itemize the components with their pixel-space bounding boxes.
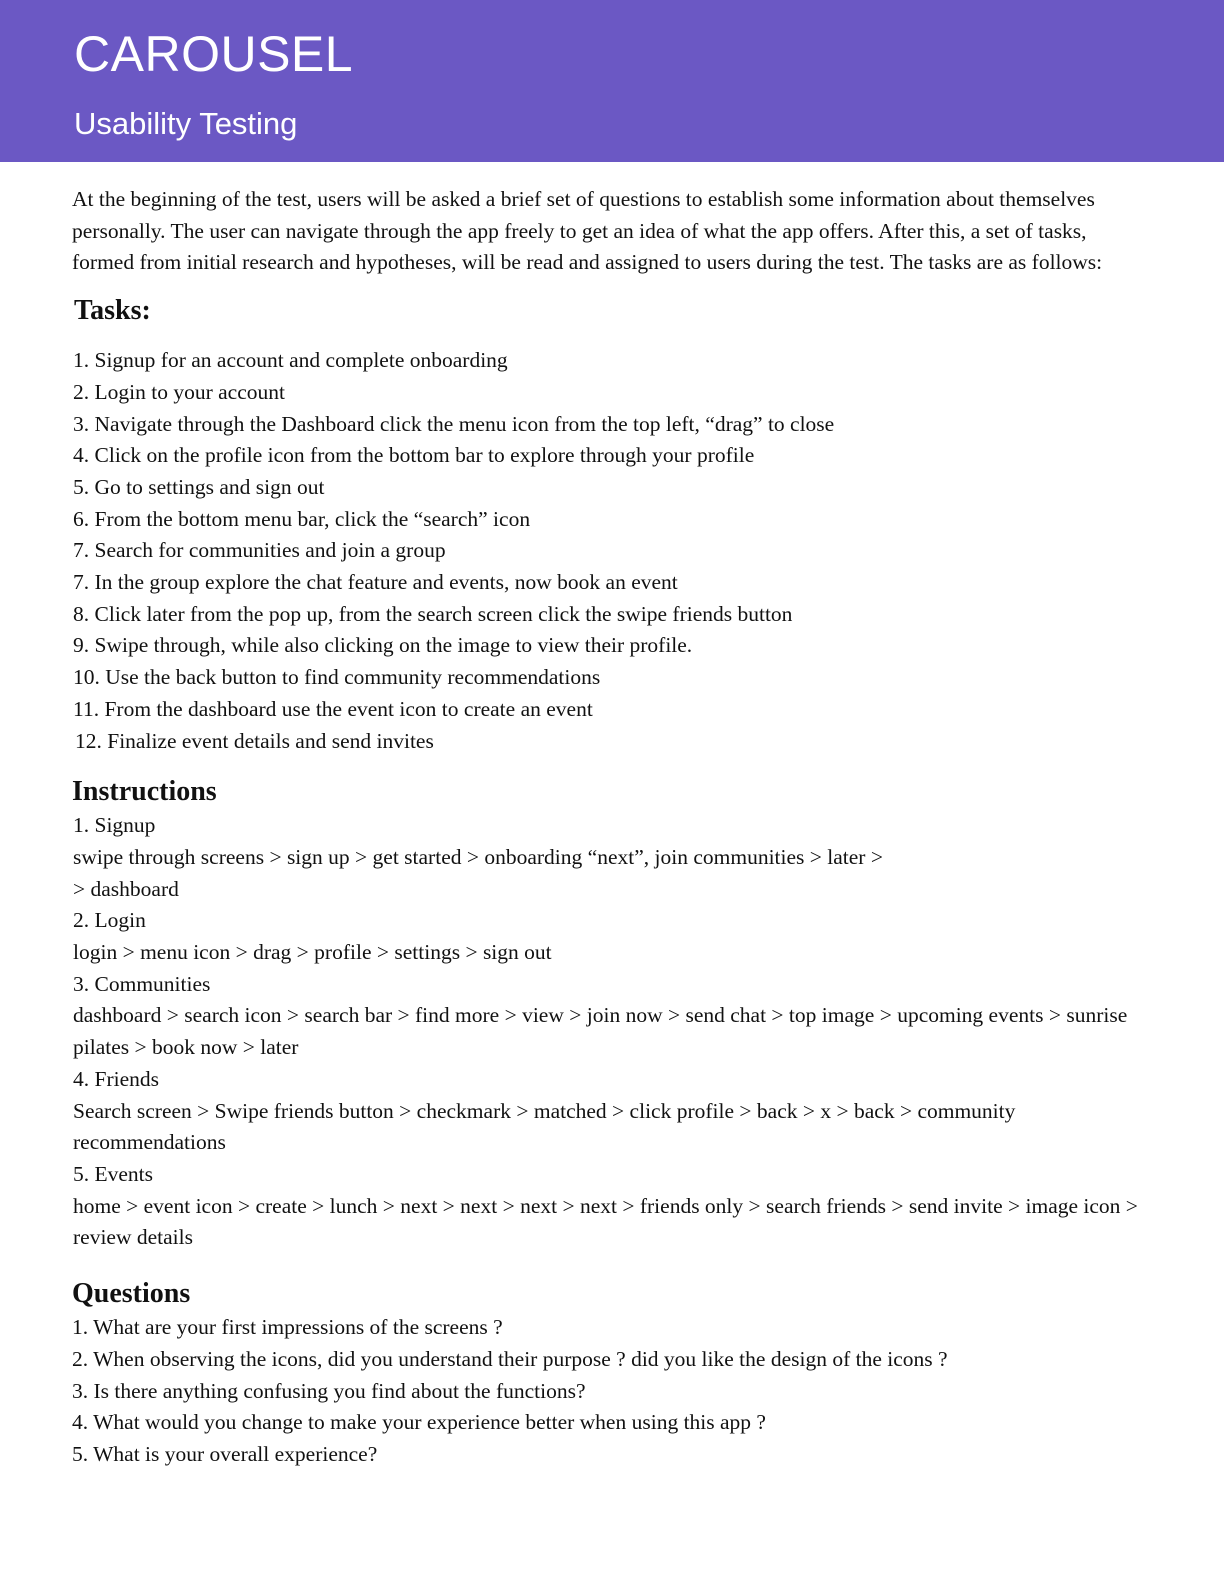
instruction-group-title: 2. Login <box>73 908 146 933</box>
task-item: 6. From the bottom menu bar, click the “search” icon <box>73 506 531 531</box>
question-item: 5. What is your overall experience? <box>72 1441 378 1466</box>
task-item: 2. Login to your account <box>73 379 285 404</box>
task-item: 11. From the dashboard use the event icon to create an event <box>73 696 593 721</box>
document-subtitle: Usability Testing <box>74 106 298 141</box>
instructions-list <box>72 810 1152 1254</box>
question-item: 2. When observing the icons, did you understand their purpose ? did you like the design of the icons ? <box>72 1346 948 1371</box>
instructions-heading: Instructions <box>72 776 217 808</box>
instruction-steps: > dashboard <box>73 876 179 901</box>
instruction-steps: login > menu icon > drag > profile > settings > sign out <box>73 940 552 965</box>
questions-heading: Questions <box>72 1278 191 1310</box>
task-item: 3. Navigate through the Dashboard click the menu icon from the top left, “drag” to close <box>73 411 835 436</box>
document-title: CAROUSEL <box>74 26 354 82</box>
task-item: 1. Signup for an account and complete onboarding <box>73 348 508 373</box>
instruction-steps: Search screen > Swipe friends button > checkmark > matched > click profile > back > x > back > community recommendations <box>73 1098 1016 1155</box>
instruction-steps: dashboard > search icon > search bar > find more > view > join now > send chat > top image > upcoming events > sunrise pilates > book now > later <box>73 1003 1128 1060</box>
question-item: 3. Is there anything confusing you find about the functions? <box>72 1378 586 1403</box>
tasks-heading: Tasks: <box>74 295 151 327</box>
instruction-group-title: 3. Communities <box>73 971 211 996</box>
task-item: 7. Search for communities and join a group <box>73 538 446 563</box>
question-item: 4. What would you change to make your experience better when using this app ? <box>72 1410 766 1435</box>
instruction-group-title: 5. Events <box>73 1161 154 1186</box>
task-item: 7. In the group explore the chat feature and events, now book an event <box>73 570 678 595</box>
task-item: 8. Click later from the pop up, from the search screen click the swipe friends button <box>73 601 793 626</box>
task-item: 10. Use the back button to find community recommendations <box>73 665 601 690</box>
questions-list <box>72 1312 1152 1471</box>
question-item: 1. What are your first impressions of the screens ? <box>72 1315 503 1340</box>
tasks-list <box>72 345 1152 757</box>
task-item: 5. Go to settings and sign out <box>73 474 325 499</box>
task-item: 9. Swipe through, while also clicking on the image to view their profile. <box>73 633 693 658</box>
task-item: 4. Click on the profile icon from the bottom bar to explore through your profile <box>73 443 755 468</box>
task-item: 12. Finalize event details and send invites <box>75 728 434 753</box>
instruction-group-title: 4. Friends <box>73 1066 159 1091</box>
instruction-steps: home > event icon > create > lunch > next > next > next > next > friends only > search friends > send invite > image icon > review details <box>73 1193 1138 1250</box>
instruction-steps: swipe through screens > sign up > get started > onboarding “next”, join communities > later > <box>73 844 883 869</box>
instruction-group-title: 1. Signup <box>73 813 156 838</box>
header-banner <box>0 0 1224 162</box>
intro-paragraph: At the beginning of the test, users will be asked a brief set of questions to establish some information about themselves personally. The user can navigate through the app freely to get an idea of what the app offers. After this, a set of tasks, formed from initial research and hypotheses, will be read and assigned to users during the test. The tasks are as follows: <box>72 187 1103 275</box>
document-body <box>72 184 1152 1471</box>
